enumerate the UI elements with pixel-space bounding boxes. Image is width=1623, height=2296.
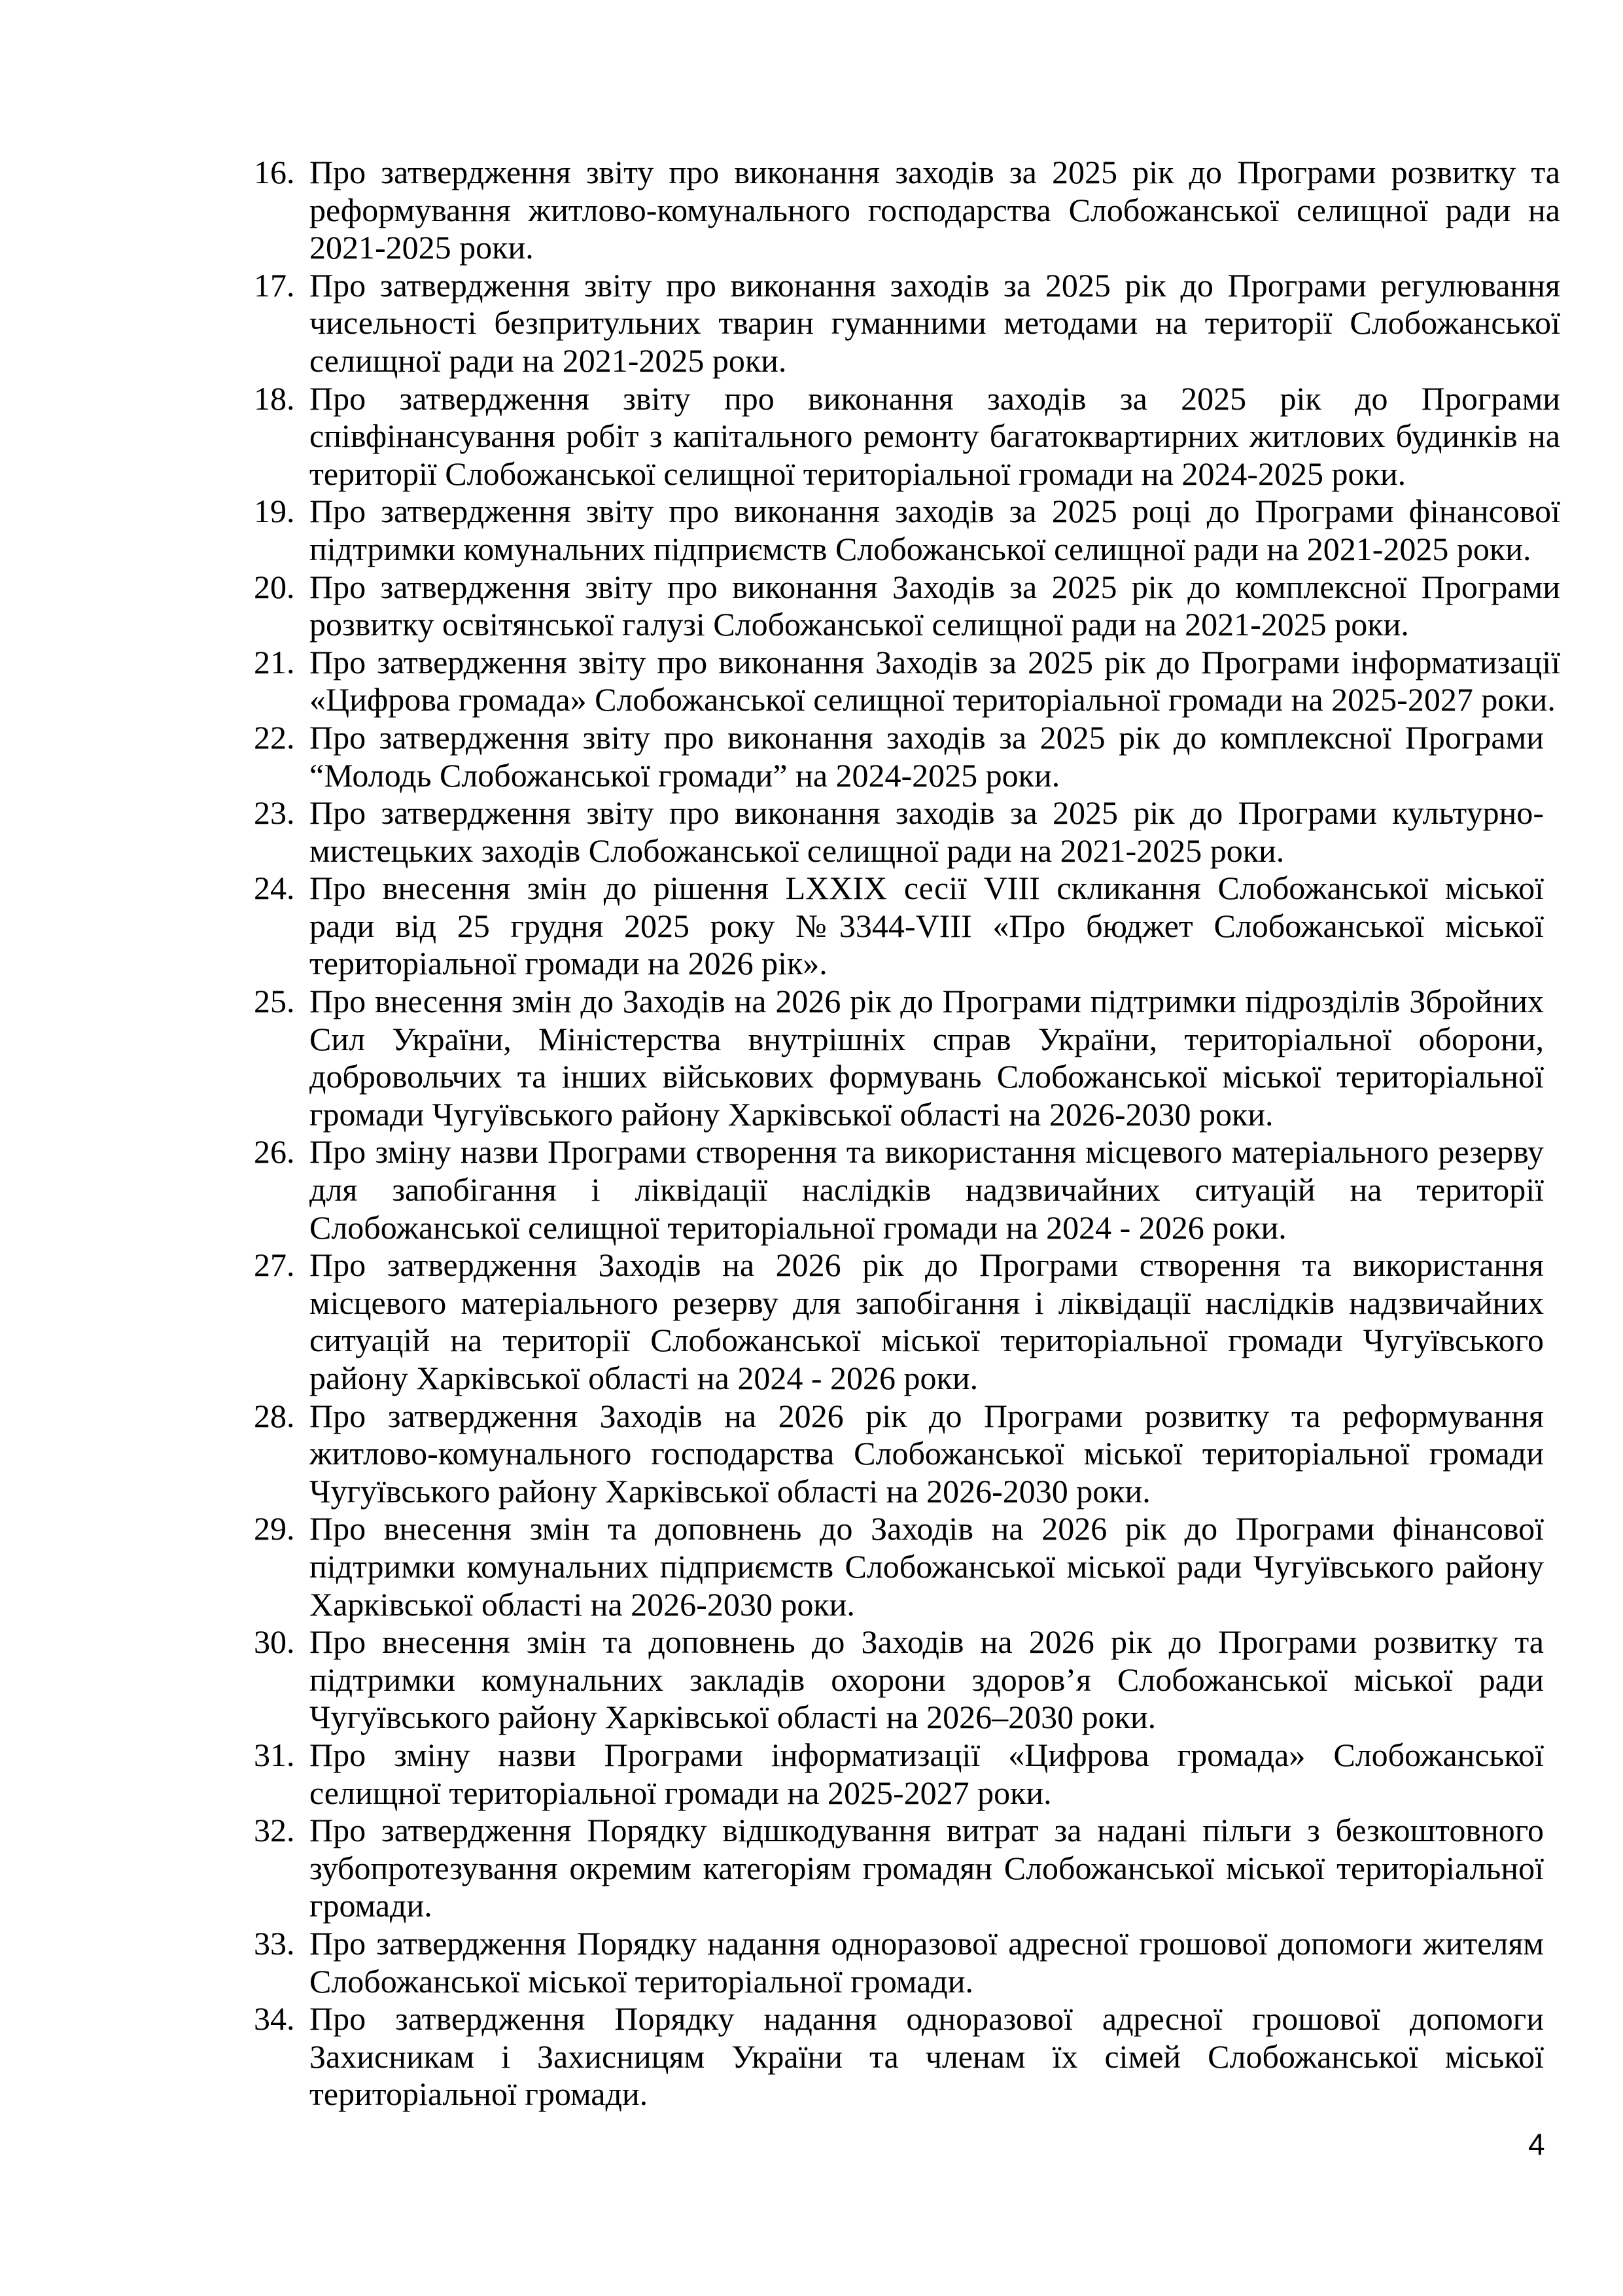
agenda-item-line: мистецьких заходів Слобожанської селищної ради на 2021-2025 роки. bbox=[309, 832, 1285, 869]
agenda-item-line: селищної територіальної громади на 2025-2027 роки. bbox=[309, 1774, 1052, 1811]
agenda-item-line: Про затвердження Порядку відшкодування витрат за надані пільги з безкоштовного bbox=[309, 1812, 1544, 1849]
agenda-item-line: ради від 25 грудня 2025 року №3344-VIII «Про бюджет Слобожанської міської bbox=[309, 907, 1544, 944]
agenda-item-line: підтримки комунальних закладів охорони здоров’я Слобожанської міської ради bbox=[309, 1661, 1544, 1698]
agenda-item-number: 26. bbox=[254, 1133, 295, 1171]
agenda-item-line: Про затвердження звіту про виконання заходів за 2025 рік до Програми культурно- bbox=[309, 794, 1544, 832]
agenda-item-number: 30. bbox=[254, 1623, 295, 1661]
agenda-item bbox=[254, 380, 1562, 493]
agenda-item-line: Про внесення змін та доповнень до Заходів на 2026 рік до Програми розвитку та bbox=[309, 1623, 1544, 1661]
agenda-item-text bbox=[309, 1623, 1544, 1737]
agenda-item-line: “Молодь Слобожанської громади” на 2024-2025 роки. bbox=[309, 756, 1060, 794]
agenda-item-number: 29. bbox=[254, 1510, 295, 1547]
agenda-item-number: 32. bbox=[254, 1812, 295, 1849]
agenda-item-text bbox=[309, 154, 1560, 267]
agenda-item-line: Про затвердження Заходів на 2026 рік до Програми розвитку та реформування bbox=[309, 1397, 1544, 1434]
agenda-item-line: Про затвердження звіту про виконання Заходів за 2025 рік до комплексної Програми bbox=[309, 568, 1560, 605]
agenda-item bbox=[254, 493, 1562, 568]
agenda-item-number: 22. bbox=[254, 718, 295, 756]
agenda-item-number: 19. bbox=[254, 493, 295, 530]
agenda-item-line: району Харківської області на 2024 - 2026 роки. bbox=[309, 1360, 979, 1396]
agenda-item-text bbox=[309, 1925, 1544, 2000]
agenda-item-line: територіальної громади на 2026 рік». bbox=[309, 945, 828, 982]
agenda-item-text bbox=[309, 1510, 1544, 1623]
agenda-item-text bbox=[309, 1812, 1544, 1925]
agenda-item-line: співфінансування робіт з капітального ремонту багатоквартирних житлових будинків на bbox=[309, 417, 1560, 455]
agenda-item-line: житлово-комунального господарства Слобожанської міської територіальної громади bbox=[309, 1435, 1544, 1472]
agenda-item-line: розвитку освітянської галузі Слобожанської селищної ради на 2021-2025 роки. bbox=[309, 606, 1409, 643]
agenda-item bbox=[254, 1398, 1562, 1511]
agenda-item bbox=[254, 1737, 1562, 1812]
agenda-item-line: добровольчих та інших військових формувань Слобожанської міської територіальної bbox=[309, 1058, 1544, 1095]
agenda-item-line: зубопротезування окремим категоріям громадян Слобожанської міської територіальної bbox=[309, 1849, 1544, 1886]
agenda-item-line: Про затвердження звіту про виконання заходів за 2025 рік до Програми bbox=[309, 380, 1560, 417]
agenda-item bbox=[254, 1925, 1562, 2000]
agenda-item bbox=[254, 1812, 1562, 1925]
agenda-item-number: 34. bbox=[254, 2000, 295, 2038]
agenda-item bbox=[254, 794, 1562, 870]
agenda-item-line: Про затвердження Порядку надання одноразової адресної грошової допомоги bbox=[309, 2000, 1544, 2038]
agenda-item-line: Про затвердження Заходів на 2026 рік до Програми створення та використання bbox=[309, 1246, 1544, 1284]
agenda-item-text bbox=[309, 2000, 1544, 2113]
agenda-item-text bbox=[309, 380, 1560, 493]
agenda-item-text bbox=[309, 267, 1560, 380]
agenda-item-line: Про внесення змін та доповнень до Заходів на 2026 рік до Програми фінансової bbox=[309, 1510, 1544, 1547]
agenda-item-line: Про затвердження звіту про виконання заходів за 2025 рік до комплексної Програми bbox=[309, 718, 1544, 756]
agenda-item-number: 20. bbox=[254, 568, 295, 605]
agenda-item bbox=[254, 154, 1562, 267]
agenda-item-text bbox=[309, 1133, 1544, 1246]
agenda-item-text bbox=[309, 493, 1560, 568]
agenda-item bbox=[254, 870, 1562, 983]
agenda-item-line: Про затвердження звіту про виконання Заходів за 2025 рік до Програми інформатизації bbox=[309, 643, 1560, 680]
agenda-item-text bbox=[309, 794, 1544, 870]
agenda-item-number: 21. bbox=[254, 643, 295, 680]
agenda-item-line: Про зміну назви Програми інформатизації «Цифрова громада» Слобожанської bbox=[309, 1736, 1544, 1773]
agenda-item-number: 16. bbox=[254, 154, 295, 190]
agenda-item-line: Про внесення змін до рішення LXXIX сесії VIII скликання Слобожанської міської bbox=[309, 870, 1544, 907]
agenda-item-line: Чугуївського району Харківської області на 2026–2030 роки. bbox=[309, 1699, 1157, 1736]
agenda-item-number: 17. bbox=[254, 266, 295, 304]
agenda-item-number: 28. bbox=[254, 1397, 295, 1434]
agenda-item-number: 24. bbox=[254, 870, 295, 907]
agenda-item-text bbox=[309, 1737, 1544, 1812]
agenda-item-line: Слобожанської міської територіальної громади. bbox=[309, 1962, 973, 2000]
agenda-item-text bbox=[309, 1246, 1544, 1397]
agenda-item-line: чисельності безпритульних тварин гуманними методами на території Слобожанської bbox=[309, 304, 1560, 342]
agenda-item-number: 18. bbox=[254, 380, 295, 417]
agenda-item-text bbox=[309, 1398, 1544, 1511]
agenda-item-line: місцевого матеріального резерву для запобігання і ліквідації наслідків надзвичайних bbox=[309, 1284, 1544, 1321]
agenda-item bbox=[254, 644, 1562, 719]
agenda-item-line: 2021-2025 роки. bbox=[309, 229, 534, 266]
agenda-item bbox=[254, 1510, 1562, 1623]
agenda-item bbox=[254, 2000, 1562, 2113]
agenda-item-text bbox=[309, 983, 1544, 1133]
agenda-list bbox=[254, 154, 1562, 2113]
agenda-item-line: «Цифрова громада» Слобожанської селищної територіальної громади на 2025-2027 роки. bbox=[309, 681, 1556, 718]
page-number: 4 bbox=[1528, 2127, 1545, 2161]
agenda-item-line: для запобігання і ліквідації наслідків надзвичайних ситуацій на території bbox=[309, 1171, 1544, 1209]
agenda-item-line: Про затвердження звіту про виконання заходів за 2025 рік до Програми регулювання bbox=[309, 266, 1560, 304]
agenda-item-line: підтримки комунальних підприємств Слобожанської міської ради Чугуївського району bbox=[309, 1547, 1544, 1585]
agenda-item-number: 27. bbox=[254, 1246, 295, 1284]
agenda-item bbox=[254, 1623, 1562, 1737]
agenda-item-number: 31. bbox=[254, 1736, 295, 1773]
agenda-item-line: підтримки комунальних підприємств Слобожанської селищної ради на 2021-2025 роки. bbox=[309, 530, 1531, 567]
agenda-item-line: громади. bbox=[309, 1887, 432, 1924]
agenda-item-line: Слобожанської селищної територіальної громади на 2024 - 2026 роки. bbox=[309, 1209, 1287, 1246]
agenda-item bbox=[254, 983, 1562, 1133]
agenda-item-line: Харківської області на 2026-2030 роки. bbox=[309, 1585, 855, 1623]
agenda-item-line: Чугуївського району Харківської області на 2026-2030 роки. bbox=[309, 1472, 1151, 1510]
agenda-item-text bbox=[309, 719, 1544, 794]
agenda-item-text bbox=[309, 870, 1544, 983]
agenda-item-line: Про затвердження звіту про виконання заходів за 2025 році до Програми фінансової bbox=[309, 493, 1560, 530]
agenda-item-line: ситуацій на території Слобожанської міської територіальної громади Чугуївського bbox=[309, 1322, 1544, 1359]
agenda-item-number: 25. bbox=[254, 983, 295, 1020]
agenda-item-line: Про зміну назви Програми створення та використання місцевого матеріального резерву bbox=[309, 1133, 1544, 1171]
agenda-item-line: Про внесення змін до Заходів на 2026 рік до Програми підтримки підрозділів Збройних bbox=[309, 983, 1544, 1020]
agenda-item-line: Сил України, Міністерства внутрішніх справ України, територіальної оборони, bbox=[309, 1020, 1544, 1057]
agenda-item bbox=[254, 1133, 1562, 1246]
agenda-item-line: територіальної громади. bbox=[309, 2075, 648, 2113]
agenda-item-line: селищної ради на 2021-2025 роки. bbox=[309, 342, 787, 379]
agenda-item bbox=[254, 569, 1562, 644]
agenda-item-line: Про затвердження Порядку надання одноразової адресної грошової допомоги жителям bbox=[309, 1924, 1544, 1962]
agenda-item-line: громади Чугуївського району Харківської області на 2026-2030 роки. bbox=[309, 1095, 1274, 1133]
agenda-item bbox=[254, 1246, 1562, 1397]
agenda-item bbox=[254, 267, 1562, 380]
agenda-item-line: Захисникам і Захисницям України та членам їх сімей Слобожанської міської bbox=[309, 2038, 1544, 2075]
agenda-item-text bbox=[309, 644, 1560, 719]
agenda-item-line: території Слобожанської селищної територіальної громади на 2024-2025 роки. bbox=[309, 455, 1406, 492]
agenda-item-text bbox=[309, 569, 1560, 644]
agenda-item-number: 33. bbox=[254, 1924, 295, 1962]
agenda-item-line: Про затвердження звіту про виконання заходів за 2025 рік до Програми розвитку та bbox=[309, 154, 1560, 190]
agenda-item-number: 23. bbox=[254, 794, 295, 832]
agenda-item-line: реформування житлово-комунального господарства Слобожанської селищної ради на bbox=[309, 191, 1560, 228]
agenda-item bbox=[254, 719, 1562, 794]
